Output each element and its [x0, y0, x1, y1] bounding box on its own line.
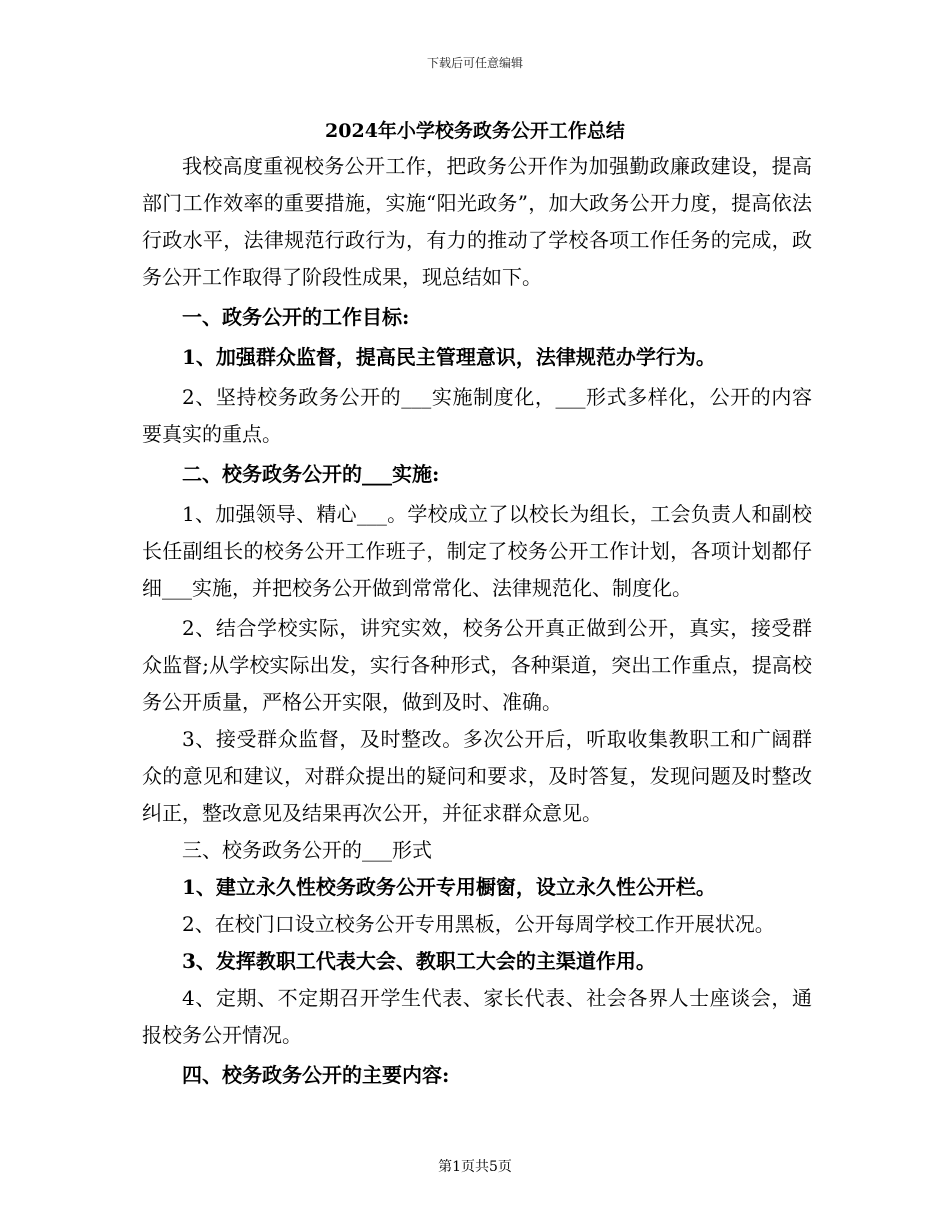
paragraph-impl-1: 1、加强领导、精心___。学校成立了以校长为组长，工会负责人和副校长任副组长的校务公开工作班子，制定了校务公开工作计划，各项计划都仔细___实施，并把校务公开做到常常化、法律规范化、制度化。 — [142, 502, 812, 600]
document-title: 2024年小学校务政务公开工作总结 — [325, 120, 625, 142]
paragraph-goal-1: 1、加强群众监督，提高民主管理意识，法律规范办学行为。 — [182, 345, 716, 369]
document-body — [142, 148, 812, 1094]
section-heading-3: 三、校务政务公开的___形式 — [182, 838, 432, 862]
section-heading-4: 四、校务政务公开的主要内容: — [182, 1063, 450, 1087]
page-number: 第1页共5页 — [438, 1159, 512, 1175]
paragraph-form-3: 3、发挥教职工代表大会、教职工大会的主渠道作用。 — [182, 949, 656, 973]
paragraph-form-1: 1、建立永久性校务政务公开专用橱窗，设立永久性公开栏。 — [182, 875, 716, 899]
paragraph-impl-3: 3、接受群众监督，及时整改。多次公开后，听取收集教职工和广阔群众的意见和建议，对群众提出的疑问和要求，及时答复，发现问题及时整改纠正，整改意见及结果再次公开，并征求群众意见。 — [142, 727, 812, 825]
paragraph-intro: 我校高度重视校务公开工作，把政务公开作为加强勤政廉政建设，提高部门工作效率的重要措施，实施“阳光政务”，加大政务公开力度，提高依法行政水平，法律规范行政行为，有力的推动了学校各项工作任务的完成，政务公开工作取得了阶段性成果，现总结如下。 — [142, 154, 812, 289]
page-header-note: 下载后可任意编辑 — [426, 56, 523, 70]
section-heading-2: 二、校务政务公开的___实施: — [182, 462, 440, 486]
paragraph-form-2: 2、在校门口设立校务公开专用黑板，公开每周学校工作开展状况。 — [182, 912, 775, 936]
paragraph-form-4: 4、定期、不定期召开学生代表、家长代表、社会各界人士座谈会，通报校务公开情况。 — [142, 986, 812, 1047]
paragraph-goal-2: 2、坚持校务政务公开的___实施制度化，___形式多样化，公开的内容要真实的重点。 — [142, 385, 812, 446]
paragraph-impl-2: 2、结合学校实际，讲究实效，校务公开真正做到公开，真实，接受群众监督;从学校实际出发，实行各种形式，各种渠道，突出工作重点，提高校务公开质量，严格公开实限，做到及时、准确。 — [142, 616, 812, 714]
section-heading-1: 一、政务公开的工作目标: — [182, 305, 410, 329]
